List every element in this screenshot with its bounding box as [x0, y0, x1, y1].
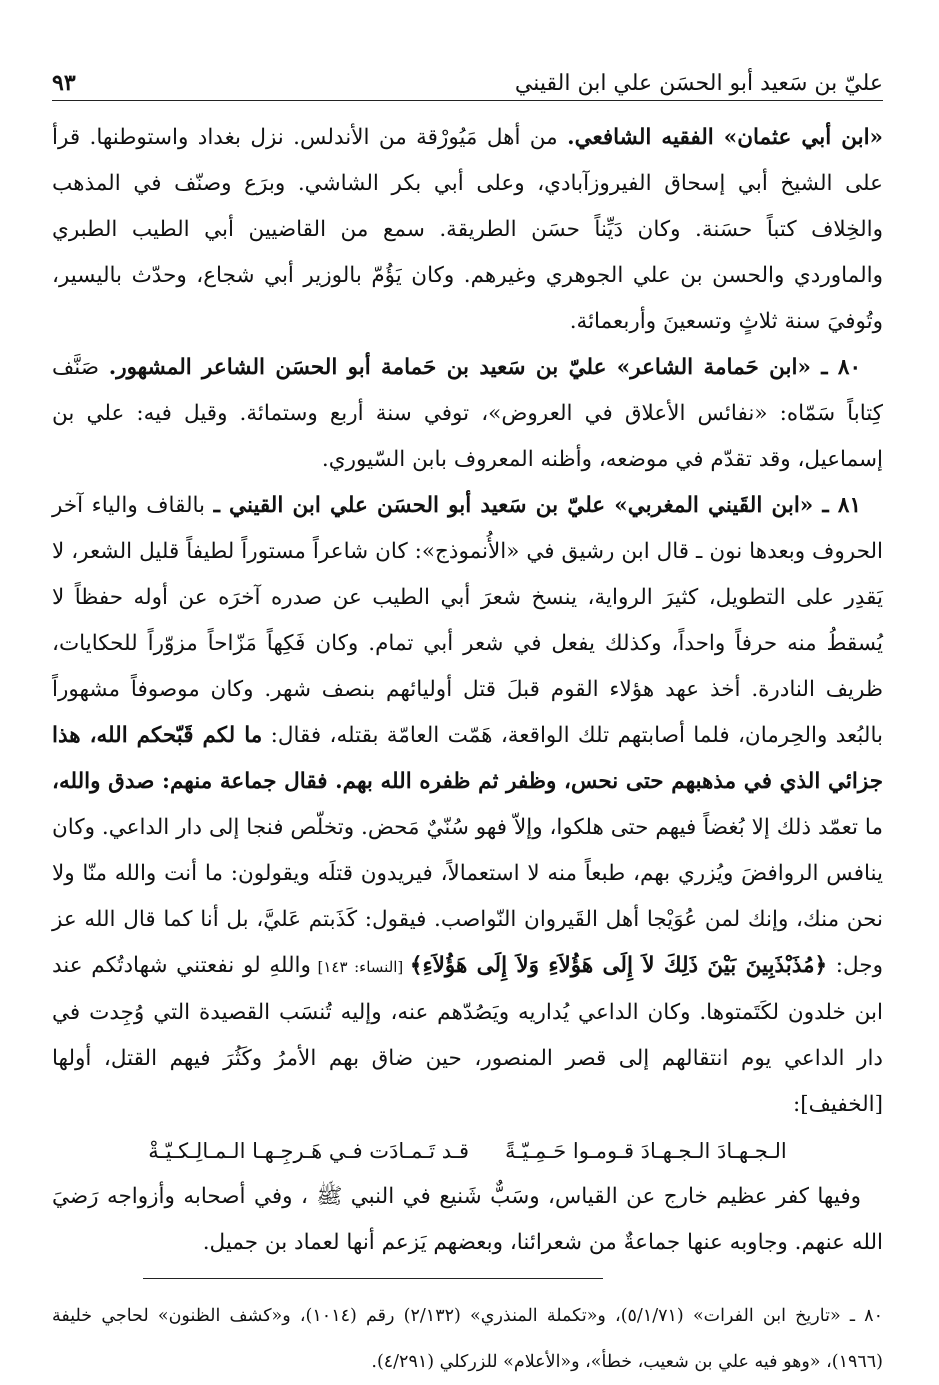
quran-verse: ﴿مُذَبْذَبِينَ بَيْنَ ذَلِكَ لاَ إِلَى هَؤُلاَءِ وَلاَ إِلَى هَؤُلاَءِ﴾: [409, 953, 828, 978]
verse-first-hemistich: الـجـهـادَ الـجـهـادَ قـومـوا حَـمِـيّـةً: [505, 1139, 787, 1163]
entry-text-continued: ما تعمّد ذلك إلا بُغضاً فيهم حتى هلكوا، وإلاّ فهو سُنّيٌ مَحض. وتخلّص فنجا إلى دار الداعي. وكان ينافس الروافضَ ويُزري بهم، طبعاً منه لا استعمالاً، فيريدون قتلَه ويقولون: ما أنت والله منّا ولا نحن منك، وإنك لمن عُوَيْجا أهل القَيروان النّواصب. فيقول: كَذَبتم عَليَّ، بل أنا كما قال الله عز وجل:: [52, 815, 883, 978]
quran-citation: [النساء: ١٤٣]: [310, 958, 410, 976]
entry-heading: ٨٠ ـ «ابن حَمامة الشاعر» عليّ بن سَعيد بن حَمامة أبو الحسَن الشاعر المشهور.: [108, 355, 861, 380]
commentary-text: وفيها كفر عظيم خارج عن القياس، وسَبٌّ شَنيع في النبي ﷺ ، وفي أصحابه وأزواجه رَضيَ الله عنهم. وجاوبه عنها جماعةٌ من شعرائنا، وبعضهم يَزعم أنها لعماد بن جميل.: [52, 1184, 883, 1255]
entry-text-final: واللهِ لو نفعتني شهادتُكم عند ابن خلدون لكَتَمتوها. وكان الداعي يُداريه ويَصُدّهم عنه، وإليه تُنسَب القصيدة التي وُجِدت في دار الداعي يوم انتقالهم إلى قصر المنصور، حين ضاق بهم الأمرُ وكَثُرَ فيهم القتل، أولها [الخفيف]:: [52, 953, 883, 1117]
paragraph-entry-80: [52, 345, 883, 483]
verse-second-hemistich: قـد تَـمـادَت فـي هَـرجِـهـا الـمـالِـكـيّـةْ: [148, 1139, 470, 1163]
paragraph-entry-81: [52, 483, 883, 1128]
entry-text: بالقاف والياء آخر الحروف وبعدها نون ـ قال ابن رشيق في «الأُنموذج»: كان شاعراً مستوراً لطيفاً قليل الشعر، لا يَقدِر على التطويل، كثيرَ الرواية، ينسخ شعرَ أبي الطيب عن صدره آخرَه عن أوله حفظاً لا يُسقطُ منه حرفاً واحداً، وكذلك يفعل في شعر أبي تمام. وكان فَكِهاً مَزّاحاً مزوّراً للحكايات، ظريف النادرة. أخذ عهد هؤلاء القوم قبلَ قتل أوليائهم بنصف شهر. وكان موصوفاً مشهوراً بالبُعد والحِرمان، فلما أصابتهم تلك الواقعة، هَمّت العامّة بقتله، فقال:: [52, 493, 883, 748]
entry-heading: ٨١ ـ «ابن القَيني المغربي» عليّ بن سَعيد أبو الحسَن علي ابن القيني ـ: [213, 493, 862, 518]
running-title: عليّ بن سَعيد أبو الحسَن علي ابن القيني: [514, 71, 883, 96]
entry-heading: «ابن أبي عثمان» الفقيه الشافعي.: [567, 125, 883, 150]
poem-verse: [52, 1128, 883, 1174]
entry-quote: ما لكم قَبّحكم الله، هذا جزائي الذي في مذهبهم حتى نحس، وظفر ثم ظفره الله بهم. فقال جماعة منهم: صدق والله،: [52, 723, 883, 794]
footnote-80: ٨٠ ـ «تاريخ ابن الفرات» (٥/١/٧١)، و«تكملة المنذري» (٢/١٣٢) رقم (١٠١٤)، و«كشف الظنون» لحاجي خليفة (١٩٦٦)، «وهو فيه علي بن شعيب، خطأ»، و«الأعلام» للزركلي (٤/٢٩١).: [52, 1306, 883, 1372]
page-header: [52, 52, 883, 101]
entry-text: صَنَّف كِتاباً سَمّاه: «نفائس الأعلاق في العروض»، توفي سنة أربع وستمائة. وقيل فيه: علي بن إسماعيل، وقد تقدّم في موضعه، وأظنه المعروف بابن السّيوري.: [52, 355, 883, 472]
page-number: ٩٣: [52, 70, 76, 96]
footnotes: [52, 1293, 883, 1385]
paragraph-ibn-abi-uthman: [52, 115, 883, 345]
main-text: [52, 115, 883, 1266]
entry-text: من أهل مَيُورْقة من الأندلس. نزل بغداد واستوطنها. قرأ على الشيخ أبي إسحاق الفيروزآبادي، وعلى أبي بكر الشاشي. وبرَع وصنّف في المذهب والخِلاف كتباً حسَنة. وكان دَيِّناً حسَن الطريقة. سمع من القاضيين أبي الطيب الطبري والماوردي والحسن بن علي الجوهري وغيرهم. وكان يَؤُمّ بالوزير أبي شجاع، وحدّث باليسير، وتُوفيَ سنة ثلاثٍ وتسعينَ وأربعمائة.: [52, 125, 883, 334]
paragraph-verse-commentary: [52, 1174, 883, 1266]
footnote-separator: [143, 1278, 603, 1279]
